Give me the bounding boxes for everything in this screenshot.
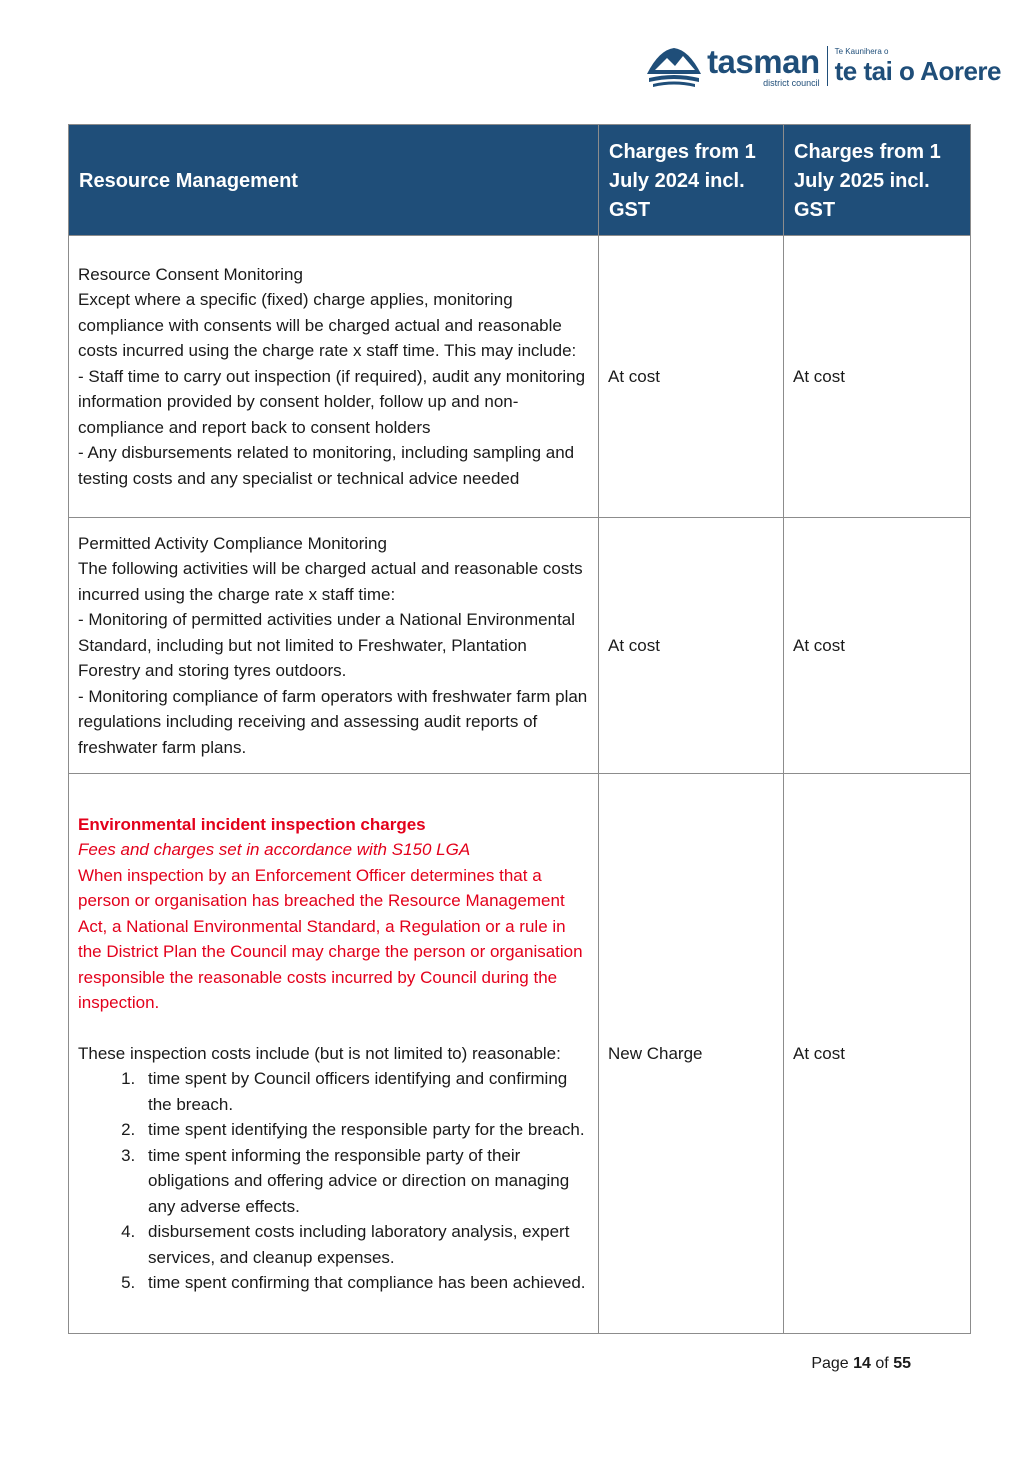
logo-maori-big: te tai o Aorere: [834, 56, 1001, 86]
page-total: 55: [893, 1355, 911, 1372]
row-description: [69, 236, 599, 518]
charge-2025-cell: At cost: [784, 518, 971, 774]
logo-divider: [827, 46, 828, 86]
incident-description: When inspection by an Enforcement Officer determines that a person or organisation has breached the Resource Management Act, a National Environmental Standard, a Regulation or a rule in the District Plan the Council may charge the person or organisation responsible the reasonable costs incurred by Council during the inspection.: [78, 865, 583, 1012]
header-charges-2024: Charges from 1 July 2024 incl. GST: [599, 125, 784, 236]
logo-maori-small: Te Kaunihera o: [834, 47, 889, 56]
page-word: Page: [811, 1355, 849, 1372]
incident-costs-list: [78, 1066, 589, 1296]
charge-2024-cell: At cost: [599, 518, 784, 774]
spacer: [78, 1016, 589, 1041]
logo-wordmark: [707, 42, 820, 88]
page-current: 14: [853, 1355, 871, 1372]
row-title: Resource Consent Monitoring: [78, 264, 303, 284]
row-text: - Any disbursements related to monitoring, including sampling and testing costs and any specialist or technical advice needed: [78, 443, 575, 488]
table-row: [69, 518, 971, 774]
charge-2024-cell: At cost: [599, 236, 784, 518]
row-description: [69, 518, 599, 774]
table-row: [69, 236, 971, 518]
logo-maori-name: [835, 48, 1001, 84]
row-text: - Staff time to carry out inspection (if required), audit any monitoring information provided by consent holder, follow up and non-compliance and report back to consent holders: [78, 366, 586, 437]
incident-title: Environmental incident inspection charges: [78, 814, 426, 834]
incident-subtitle: Fees and charges set in accordance with S150 LGA: [78, 840, 471, 859]
header-resource-management: Resource Management: [69, 125, 599, 236]
table-header-row: [69, 125, 971, 236]
incident-costs-intro: These inspection costs include (but is not limited to) reasonable:: [78, 1043, 561, 1063]
row-text: Except where a specific (fixed) charge applies, monitoring compliance with consents will be charged actual and reasonable costs incurred using the charge rate x staff time. This may include:: [78, 290, 577, 361]
charge-2025-cell: At cost: [784, 774, 971, 1334]
page-number: [811, 1355, 911, 1373]
list-item: 2. time spent identifying the responsible party for the breach.: [140, 1117, 589, 1143]
logo-brand: tasman: [707, 42, 820, 80]
charge-2024-cell: New Charge: [599, 774, 784, 1334]
logo-subtitle: district council: [763, 77, 820, 88]
list-item: 5. time spent confirming that compliance has been achieved.: [140, 1270, 589, 1296]
row-text: - Monitoring compliance of farm operators with freshwater farm plan regulations including receiving and assessing audit reports of freshwater farm plans.: [78, 686, 588, 757]
fees-table: [68, 124, 971, 1334]
charge-2025-cell: At cost: [784, 236, 971, 518]
row-description: [69, 774, 599, 1334]
list-item: 3. time spent informing the responsible party of their obligations and offering advice or direction on managing any adverse effects.: [140, 1143, 589, 1220]
of-word: of: [875, 1355, 889, 1372]
mountain-logo-icon: [645, 44, 703, 88]
table-row: [69, 774, 971, 1334]
header-charges-2025: Charges from 1 July 2025 incl. GST: [784, 125, 971, 236]
row-text: The following activities will be charged actual and reasonable costs incurred using the charge rate x staff time:: [78, 559, 583, 604]
council-logo: [645, 38, 1001, 94]
row-title: Permitted Activity Compliance Monitoring: [78, 533, 387, 553]
list-item: 1. time spent by Council officers identifying and confirming the breach.: [140, 1066, 589, 1117]
list-item: 4. disbursement costs including laboratory analysis, expert services, and cleanup expenses.: [140, 1219, 589, 1270]
row-text: - Monitoring of permitted activities under a National Environmental Standard, including but not limited to Freshwater, Plantation Forestry and storing tyres outdoors.: [78, 610, 576, 681]
